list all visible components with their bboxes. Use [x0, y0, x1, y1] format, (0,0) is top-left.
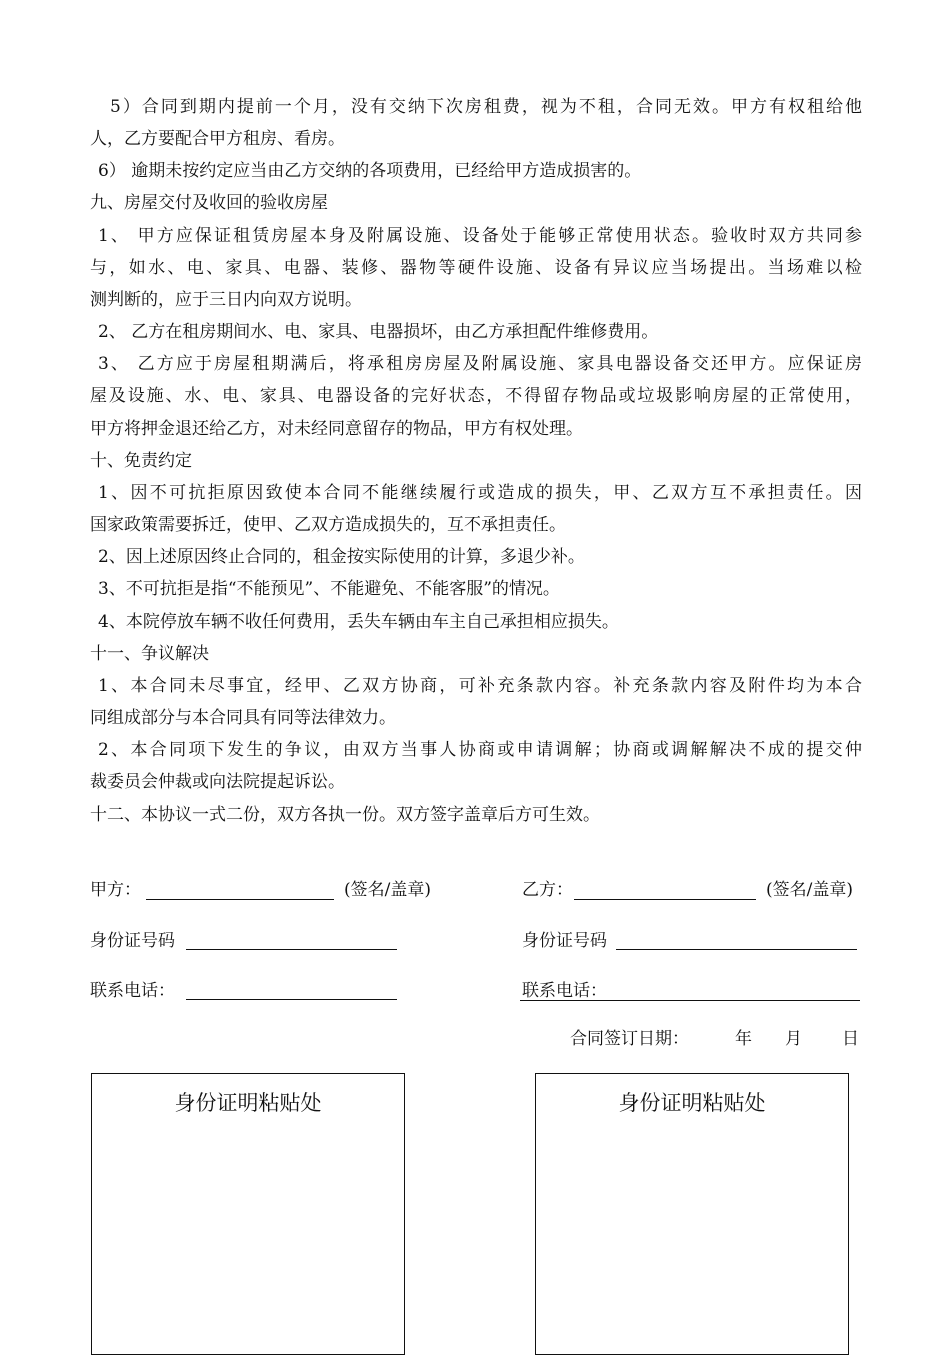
- contract-date-year: 年: [735, 1029, 752, 1049]
- section-12-heading: 十二、本协议一式二份，双方各执一份。双方签字盖章后方可生效。: [90, 805, 600, 825]
- party-b-phone-line[interactable]: [520, 1000, 860, 1001]
- clause-9-1-line-2: 与，如水、电、家具、电器、装修、器物等硬件设施、设备有异议应当场提出。当场难以检: [90, 258, 862, 278]
- section-10-heading: 十、免责约定: [90, 451, 192, 471]
- clause-9-3-line-3: 甲方将押金退还给乙方，对未经同意留存的物品，甲方有权处理。: [90, 419, 583, 439]
- party-a-id-paste-box: [91, 1073, 405, 1355]
- clause-9-3-line-1: 3、 乙方应于房屋租期满后，将承租房房屋及附属设施、家具电器设备交还甲方。应保证房: [98, 354, 862, 374]
- clause-8-5-line-1: 5）合同到期内提前一个月，没有交纳下次房租费，视为不租，合同无效。甲方有权租给他: [110, 97, 862, 117]
- party-b-id-label: 身份证号码: [522, 931, 607, 951]
- party-b-id-line[interactable]: [616, 949, 857, 950]
- party-b-signature-note: (签名/盖章): [766, 880, 853, 900]
- party-a-id-line[interactable]: [186, 949, 397, 950]
- party-a-id-label: 身份证号码: [90, 931, 175, 951]
- party-b-id-paste-box: [535, 1073, 849, 1355]
- clause-10-4: 4、本院停放车辆不收任何费用，丢失车辆由车主自己承担相应损失。: [98, 612, 619, 632]
- clause-9-1-line-3: 测判断的，应于三日内向双方说明。: [90, 290, 362, 310]
- party-a-signature-line[interactable]: [146, 899, 334, 900]
- contract-date-label: 合同签订日期：: [570, 1029, 689, 1049]
- clause-10-3: 3、不可抗拒是指“不能预见”、不能避免、不能客服”的情况。: [98, 579, 560, 599]
- clause-9-3-line-2: 屋及设施、水、电、家具、电器设备的完好状态，不得留存物品或垃圾影响房屋的正常使用，: [90, 386, 862, 406]
- party-b-id-paste-title: 身份证明粘贴处: [618, 1091, 766, 1115]
- clause-10-2: 2、因上述原因终止合同的，租金按实际使用的计算，多退少补。: [98, 547, 585, 567]
- clause-11-2-line-1: 2、本合同项下发生的争议，由双方当事人协商或申请调解；协商或调解解决不成的提交仲: [98, 740, 862, 760]
- section-9-heading: 九、房屋交付及收回的验收房屋: [90, 193, 328, 213]
- clause-8-6: 6） 逾期未按约定应当由乙方交纳的各项费用，已经给甲方造成损害的。: [98, 161, 642, 181]
- clause-10-1-line-2: 国家政策需要拆迁，使甲、乙双方造成损失的，互不承担责任。: [90, 515, 566, 535]
- contract-date-day: 日: [842, 1029, 859, 1049]
- party-a-signature-note: (签名/盖章): [344, 880, 431, 900]
- party-b-label: 乙方：: [522, 880, 573, 900]
- clause-11-1-line-2: 同组成部分与本合同具有同等法律效力。: [90, 708, 396, 728]
- party-a-label: 甲方：: [90, 880, 141, 900]
- clause-10-1-line-1: 1、因不可抗拒原因致使本合同不能继续履行或造成的损失，甲、乙双方互不承担责任。因: [98, 483, 862, 503]
- party-a-id-paste-title: 身份证明粘贴处: [174, 1091, 322, 1115]
- party-b-phone-label: 联系电话：: [522, 981, 607, 1001]
- clause-11-1-line-1: 1、本合同未尽事宜，经甲、乙双方协商，可补充条款内容。补充条款内容及附件均为本合: [98, 676, 862, 696]
- party-a-phone-label: 联系电话：: [90, 981, 175, 1001]
- section-11-heading: 十一、争议解决: [90, 644, 209, 664]
- party-a-phone-line[interactable]: [186, 999, 397, 1000]
- clause-9-2: 2、 乙方在租房期间水、电、家具、电器损坏，由乙方承担配件维修费用。: [98, 322, 659, 342]
- clause-8-5-line-2: 人，乙方要配合甲方租房、看房。: [90, 129, 345, 149]
- party-b-signature-line[interactable]: [574, 899, 756, 900]
- clause-11-2-line-2: 裁委员会仲裁或向法院提起诉讼。: [90, 772, 345, 792]
- contract-date-month: 月: [785, 1029, 802, 1049]
- clause-9-1-line-1: 1、 甲方应保证租赁房屋本身及附属设施、设备处于能够正常使用状态。验收时双方共同参: [98, 226, 862, 246]
